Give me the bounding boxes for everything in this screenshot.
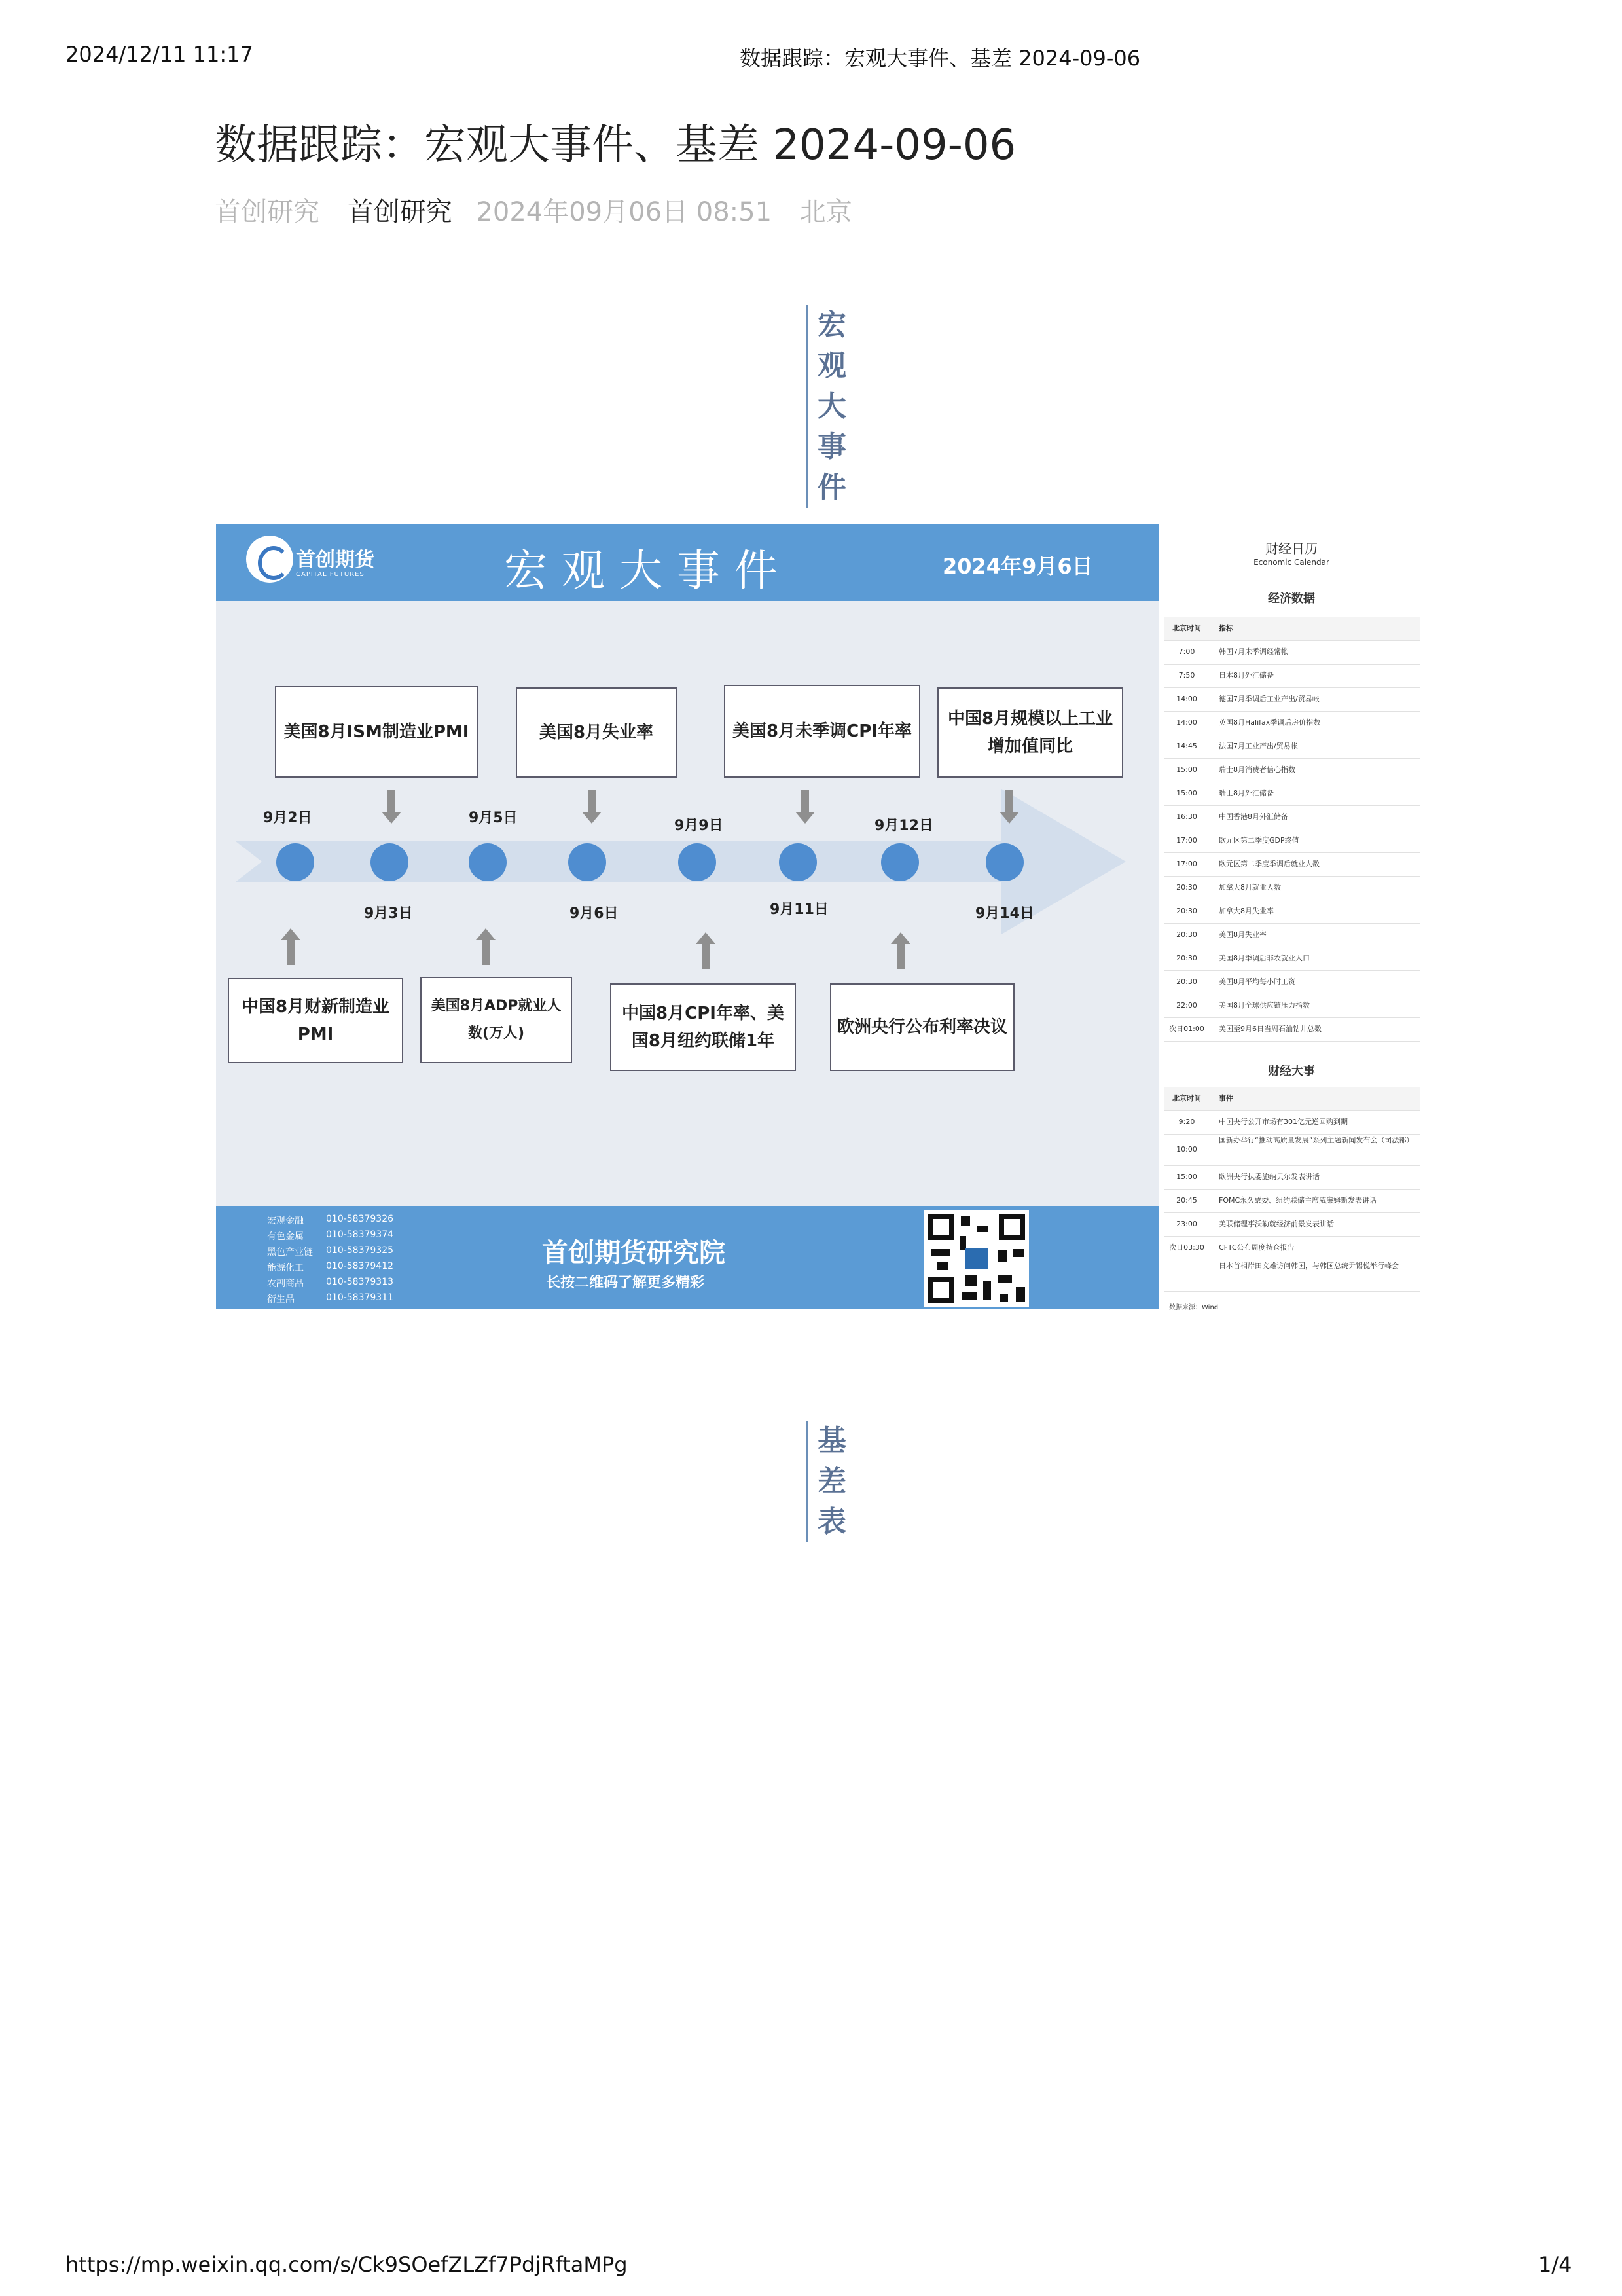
calendar-row: 10:00 国新办举行“推动高质量发展”系列主题新闻发布会（司法部） bbox=[1164, 1134, 1420, 1166]
calendar-row: 20:30 美国8月失业率 bbox=[1164, 923, 1420, 947]
heading-char: 件 bbox=[818, 471, 846, 504]
timeline-dot bbox=[779, 843, 817, 881]
brand-name: 首创期货 bbox=[296, 549, 374, 572]
down-arrow-icon bbox=[801, 790, 809, 813]
down-arrow-icon bbox=[1005, 790, 1013, 813]
calendar-row: 23:00 美联储理事沃勒就经济前景发表讲话 bbox=[1164, 1212, 1420, 1237]
down-arrow-icon bbox=[387, 790, 395, 813]
date-label: 9月9日 bbox=[674, 818, 723, 834]
event-box: 中国8月CPI年率、美国8月纽约联储1年 bbox=[610, 983, 796, 1071]
infographic-date: 2024年9月6日 bbox=[943, 554, 1093, 579]
calendar-row: 9:20 中国央行公开市场有301亿元逆回购到期 bbox=[1164, 1110, 1420, 1135]
event-box: 美国8月ADP就业人数(万人) bbox=[420, 977, 572, 1063]
up-arrow-icon bbox=[702, 943, 710, 969]
calendar-row: 20:30 加拿大8月失业率 bbox=[1164, 900, 1420, 924]
section-heading-basis-table bbox=[806, 1421, 849, 1542]
publish-location: 北京 bbox=[799, 197, 852, 227]
calendar-header-row: 北京时间 事件 bbox=[1164, 1087, 1420, 1111]
macro-events-infographic bbox=[216, 524, 1424, 1309]
calendar-row: 15:00 欧洲央行执委施纳贝尔发表讲话 bbox=[1164, 1165, 1420, 1190]
section-heading-macro-events bbox=[806, 305, 849, 508]
date-label: 9月14日 bbox=[975, 905, 1034, 922]
calendar-row: 次日03:30 CFTC公布周度持仓报告 bbox=[1164, 1236, 1420, 1260]
date-label: 9月6日 bbox=[569, 905, 619, 922]
heading-char: 差 bbox=[818, 1465, 846, 1498]
heading-char: 大 bbox=[818, 390, 846, 423]
timeline-dot bbox=[276, 843, 314, 881]
heading-char: 基 bbox=[818, 1424, 846, 1457]
calendar-row: 14:00 英国8月Halifax季调后房价指数 bbox=[1164, 711, 1420, 735]
economic-calendar bbox=[1159, 524, 1424, 1309]
timeline-dot bbox=[469, 843, 507, 881]
date-label: 9月2日 bbox=[263, 810, 312, 826]
calendar-row: 7:50 日本8月外汇储备 bbox=[1164, 664, 1420, 688]
calendar-row: 17:00 欧元区第二季度GDP终值 bbox=[1164, 829, 1420, 853]
heading-char: 事 bbox=[818, 430, 846, 464]
up-arrow-icon bbox=[287, 939, 295, 965]
qr-code-icon[interactable] bbox=[924, 1210, 1029, 1307]
brand-name-en: CAPITAL FUTURES bbox=[296, 571, 365, 578]
contact-item: 黑色产业链 010-58379325 bbox=[267, 1245, 394, 1258]
calendar-row: 20:30 美国8月平均每小时工资 bbox=[1164, 970, 1420, 994]
timeline-dot bbox=[986, 843, 1024, 881]
calendar-title: 财经日历 bbox=[1265, 541, 1318, 556]
up-arrow-icon bbox=[482, 939, 490, 965]
calendar-row: 14:45 法国7月工业产出/贸易帐 bbox=[1164, 735, 1420, 759]
article-title: 数据跟踪：宏观大事件、基差 2024-09-06 bbox=[215, 121, 1017, 170]
calendar-row: 20:45 FOMC永久票委、纽约联储主席威廉姆斯发表讲话 bbox=[1164, 1189, 1420, 1213]
timeline-panel bbox=[216, 524, 1159, 1309]
up-arrow-icon bbox=[897, 943, 905, 969]
page-url: https://mp.weixin.qq.com/s/Ck9SOefZLZf7PdjRftaMPg bbox=[65, 2252, 628, 2277]
article-meta bbox=[215, 191, 852, 228]
infographic-banner bbox=[216, 524, 1159, 601]
calendar-row: 15:00 瑞士8月外汇储备 bbox=[1164, 782, 1420, 806]
event-box: 美国8月未季调CPI年率 bbox=[724, 685, 920, 778]
account-name-link[interactable]: 首创研究 bbox=[347, 197, 452, 227]
contact-item: 农副商品 010-58379313 bbox=[267, 1277, 394, 1289]
timeline-dot bbox=[881, 843, 919, 881]
publish-datetime: 2024年09月06日 08:51 bbox=[476, 197, 772, 227]
calendar-row: 日本首相岸田文雄访问韩国，与韩国总统尹锡悦举行峰会 bbox=[1164, 1260, 1420, 1292]
event-box: 中国8月规模以上工业增加值同比 bbox=[937, 687, 1123, 778]
calendar-row: 17:00 欧元区第二季度季调后就业人数 bbox=[1164, 852, 1420, 877]
contact-item: 宏观金融 010-58379326 bbox=[267, 1214, 394, 1226]
calendar-subtitle: Economic Calendar bbox=[1253, 558, 1329, 567]
calendar-header-row: 北京时间 指标 bbox=[1164, 617, 1420, 641]
calendar-row: 20:30 加拿大8月就业人数 bbox=[1164, 876, 1420, 900]
timeline-dot bbox=[568, 843, 606, 881]
calendar-row: 14:00 德国7月季调后工业产出/贸易帐 bbox=[1164, 687, 1420, 712]
print-datetime: 2024/12/11 11:17 bbox=[65, 42, 253, 67]
date-label: 9月11日 bbox=[770, 902, 829, 918]
event-box: 美国8月ISM制造业PMI bbox=[275, 686, 478, 778]
calendar-source: 数据来源：Wind bbox=[1169, 1304, 1219, 1311]
infographic-heading: 宏观大事件 bbox=[504, 545, 792, 596]
date-label: 9月3日 bbox=[364, 905, 413, 922]
event-box: 中国8月财新制造业PMI bbox=[228, 978, 403, 1063]
institute-tagline: 长按二维码了解更多精彩 bbox=[546, 1275, 705, 1291]
contact-banner bbox=[216, 1206, 1159, 1309]
calendar-row: 20:30 美国8月季调后非农就业人口 bbox=[1164, 947, 1420, 971]
heading-char: 表 bbox=[818, 1505, 846, 1539]
calendar-row: 16:30 中国香港8月外汇储备 bbox=[1164, 805, 1420, 829]
events-section-title: 财经大事 bbox=[1268, 1065, 1315, 1078]
calendar-row: 7:00 韩国7月未季调经常帐 bbox=[1164, 640, 1420, 665]
timeline-dot bbox=[370, 843, 408, 881]
timeline-dot bbox=[678, 843, 716, 881]
heading-char: 宏 bbox=[818, 308, 846, 342]
calendar-row: 次日01:00 美国至9月6日当周石油钻井总数 bbox=[1164, 1017, 1420, 1042]
contact-item: 衍生品 010-58379311 bbox=[267, 1292, 394, 1305]
event-box: 美国8月失业率 bbox=[516, 687, 677, 778]
date-label: 9月12日 bbox=[874, 818, 933, 834]
heading-char: 观 bbox=[818, 349, 846, 382]
calendar-row: 15:00 瑞士8月消费者信心指数 bbox=[1164, 758, 1420, 782]
down-arrow-icon bbox=[588, 790, 596, 813]
event-box: 欧洲央行公布利率决议 bbox=[830, 983, 1015, 1071]
page-number: 1/4 bbox=[1538, 2252, 1572, 2277]
data-section-title: 经济数据 bbox=[1268, 592, 1315, 606]
contact-item: 有色金属 010-58379374 bbox=[267, 1230, 394, 1242]
calendar-row: 22:00 美国8月全球供应链压力指数 bbox=[1164, 994, 1420, 1018]
print-header-title: 数据跟踪：宏观大事件、基差 2024-09-06 bbox=[740, 46, 1141, 71]
date-label: 9月5日 bbox=[469, 810, 518, 826]
capital-futures-logo-icon bbox=[246, 536, 293, 583]
article-author: 首创研究 bbox=[215, 197, 319, 227]
institute-name: 首创期货研究院 bbox=[542, 1238, 725, 1268]
contact-item: 能源化工 010-58379412 bbox=[267, 1261, 394, 1273]
